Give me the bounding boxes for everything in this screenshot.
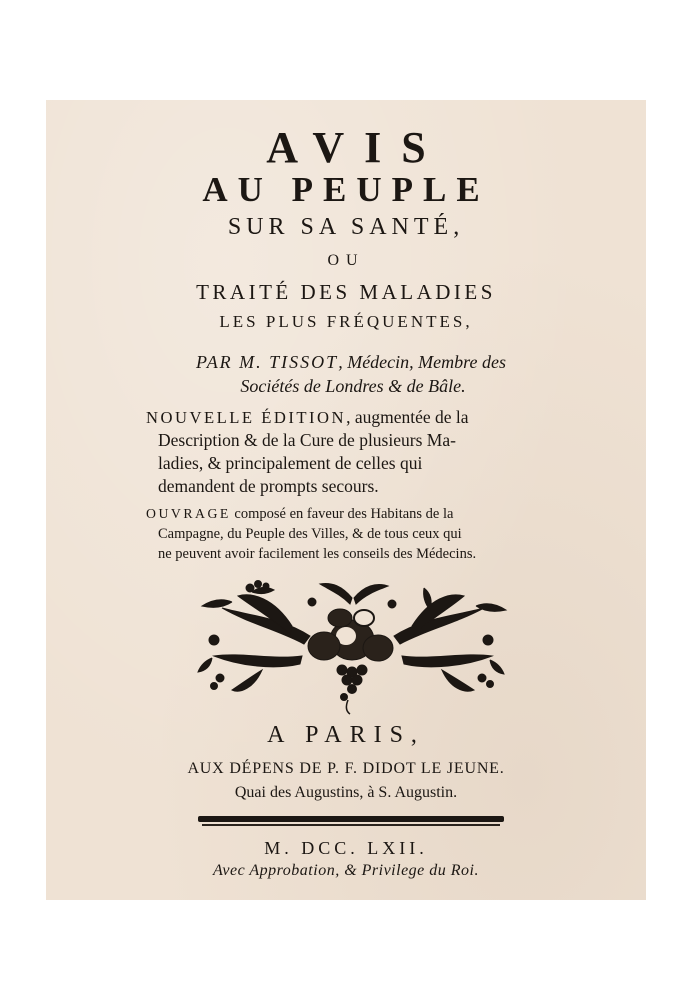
decorative-rule <box>198 816 504 822</box>
edition-row: demandent de prompts secours. <box>158 476 379 496</box>
imprint-city: A PARIS, <box>267 722 425 748</box>
imprint-address: Quai des Augustins, à S. Augustin. <box>234 784 458 801</box>
treatise-heading: TRAITÉ DES MALADIES <box>196 280 496 304</box>
title-page <box>46 100 646 900</box>
imprint-publisher: AUX DÉPENS DE P. F. DIDOT LE JEUNE. <box>187 760 505 777</box>
ouvrage-paragraph <box>146 504 560 564</box>
author-name: PAR M. TISSOT <box>196 352 339 372</box>
decorative-rule-thin <box>202 824 500 826</box>
ouvrage-row: OUVRAGE composé en faveur des Habitans de la <box>146 506 454 522</box>
edition-row: Description & de la Cure de plusieurs Ma- <box>158 430 456 450</box>
book-title: AVIS <box>266 123 446 172</box>
author-line <box>46 352 646 373</box>
ouvrage-row: Campagne, du Peuple des Villes, & de tous ceux qui <box>158 526 462 542</box>
ouvrage-row: ne peuvent avoir facilement les conseils des Médecins. <box>158 546 477 562</box>
conjunction-ou: OU <box>327 252 365 269</box>
author-title: , Médecin, Membre des <box>338 352 506 372</box>
edition-lead: NOUVELLE ÉDITION <box>146 408 347 427</box>
royal-privilege: Avec Approbation, & Privilege du Roi. <box>212 862 479 879</box>
book-subtitle: AU PEUPLE <box>202 170 490 209</box>
edition-paragraph <box>146 406 550 498</box>
ouvrage-lead: OUVRAGE <box>146 506 231 521</box>
author-societies: Sociétés de Londres & de Bâle. <box>240 376 466 396</box>
publication-date: M. DCC. LXII. <box>264 838 428 858</box>
book-topic: SUR SA SANTÉ, <box>227 214 465 240</box>
edition-row: ladies, & principalement de celles qui <box>158 453 423 473</box>
frequent-diseases-heading: LES PLUS FRÉQUENTES, <box>219 312 473 331</box>
edition-row: NOUVELLE ÉDITION, augmentée de la <box>146 407 469 427</box>
fruit-garland-ornament-icon <box>192 578 512 718</box>
